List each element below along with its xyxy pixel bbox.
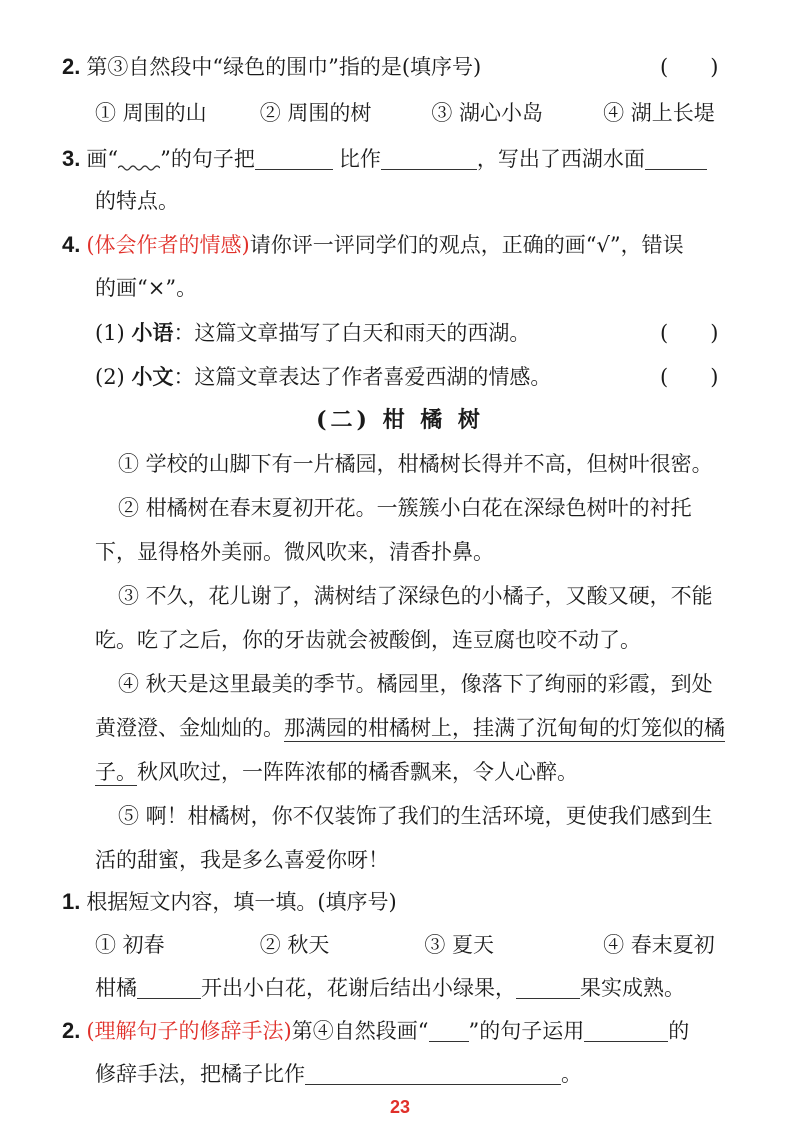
student-name: 小语	[131, 320, 174, 345]
paragraph-1: ① 学校的山脚下有一片橘园，柑橘树长得并不高，但树叶很密。	[118, 452, 713, 476]
paragraph-4-cont-2	[95, 757, 578, 787]
answer-blank[interactable]	[645, 143, 707, 170]
skill-tag: (理解句子的修辞手法)	[86, 1019, 292, 1043]
passage-question-1-options	[95, 930, 715, 960]
option[interactable]: ③ 夏天	[424, 933, 495, 957]
underlined-sentence: 子。	[95, 760, 137, 784]
answer-blank[interactable]	[516, 972, 580, 999]
question-2-options	[95, 98, 715, 128]
paragraph-4: ④ 秋天是这里最美的季节。橘园里，像落下了绚丽的彩霞，到处	[118, 672, 713, 696]
question-number: 2.	[62, 1018, 81, 1043]
paragraph-3: ③ 不久，花儿谢了，满树结了深绿色的小橘子，又酸又硬，不能	[118, 584, 713, 608]
question-text: 。	[561, 1062, 582, 1086]
fill-in-line	[95, 972, 685, 1003]
question-text: 修辞手法，把橘子比作	[95, 1062, 305, 1086]
answer-paren[interactable]: ( )	[660, 55, 719, 79]
question-text: ”的句子运用	[468, 1019, 585, 1043]
item-index: (2)	[95, 365, 125, 389]
answer-blank[interactable]	[584, 1015, 668, 1042]
option[interactable]: ③ 湖心小岛	[431, 101, 544, 125]
paragraph-4-cont	[95, 713, 725, 743]
passage-question-1	[62, 887, 397, 917]
answer-paren[interactable]: ( )	[660, 321, 719, 345]
judgement-item	[95, 362, 551, 392]
option[interactable]: ④ 湖上长堤	[603, 101, 715, 125]
wavy-line-sample	[118, 144, 160, 170]
student-name: 小文	[131, 364, 174, 389]
passage-question-2	[62, 1015, 689, 1046]
answer-blank[interactable]	[429, 1015, 469, 1042]
question-text: 画“	[86, 147, 119, 171]
paragraph-5-cont: 活的甜蜜，我是多么喜爱你呀！	[95, 848, 389, 872]
question-number: 3.	[62, 146, 81, 171]
answer-blank[interactable]	[381, 143, 477, 170]
question-3-line-2: 的特点。	[95, 189, 179, 213]
question-text: ”的句子把	[160, 147, 255, 171]
judgement-item	[95, 318, 530, 348]
option[interactable]: ② 秋天	[259, 933, 330, 957]
question-number: 1.	[62, 889, 81, 914]
question-3	[62, 143, 707, 174]
underlined-sentence: 那满园的柑橘树上，挂满了沉甸甸的灯笼似的橘	[284, 716, 725, 740]
option[interactable]: ④ 春末夏初	[603, 933, 715, 957]
item-text: ：这篇文章表达了作者喜爱西湖的情感。	[173, 365, 552, 389]
question-text: 比作	[338, 147, 381, 171]
answer-blank[interactable]	[305, 1058, 561, 1085]
question-number: 2.	[62, 54, 81, 79]
question-number: 4.	[62, 232, 81, 257]
question-text: 请你评一评同学们的观点，正确的画“√”，错误	[249, 233, 684, 257]
paragraph-5: ⑤ 啊！柑橘树，你不仅装饰了我们的生活环境，更使我们感到生	[118, 804, 713, 828]
answer-blank[interactable]	[255, 143, 333, 170]
paragraph-3-cont: 吃。吃了之后，你的牙齿就会被酸倒，连豆腐也咬不动了。	[95, 628, 641, 652]
answer-paren[interactable]: ( )	[660, 365, 719, 389]
question-4	[62, 230, 684, 260]
question-text: ，写出了西湖水面	[476, 147, 645, 171]
question-text: 第④自然段画“	[291, 1019, 429, 1043]
option[interactable]: ① 初春	[95, 933, 165, 957]
paragraph-2-cont: 下，显得格外美丽。微风吹来，清香扑鼻。	[95, 540, 494, 564]
fill-text: 柑橘	[95, 976, 137, 1000]
question-text: 第③自然段中“绿色的围巾”指的是(填序号)	[86, 55, 482, 79]
item-index: (1)	[95, 321, 125, 345]
question-text: 的	[668, 1019, 690, 1043]
skill-tag: (体会作者的情感)	[86, 233, 250, 257]
paragraph-text: 黄澄澄、金灿灿的。	[95, 716, 284, 740]
option[interactable]: ① 周围的山	[95, 101, 207, 125]
passage-title: (二) 柑 橘 树	[316, 407, 484, 433]
question-text: 根据短文内容，填一填。(填序号)	[86, 890, 397, 914]
passage-question-2-line-2	[95, 1058, 582, 1089]
question-4-line-2: 的画“×”。	[95, 276, 198, 300]
page-number: 23	[389, 1097, 411, 1117]
paragraph-2: ② 柑橘树在春末夏初开花。一簇簇小白花在深绿色树叶的衬托	[118, 496, 692, 520]
item-text: ：这篇文章描写了白天和雨天的西湖。	[173, 321, 531, 345]
fill-text: 果实成熟。	[580, 976, 685, 1000]
option[interactable]: ② 周围的树	[259, 101, 372, 125]
paragraph-text: 秋风吹过，一阵阵浓郁的橘香飘来，令人心醉。	[137, 760, 578, 784]
answer-blank[interactable]	[137, 972, 201, 999]
question-2	[62, 52, 481, 82]
fill-text: 开出小白花，花谢后结出小绿果，	[201, 976, 516, 1000]
